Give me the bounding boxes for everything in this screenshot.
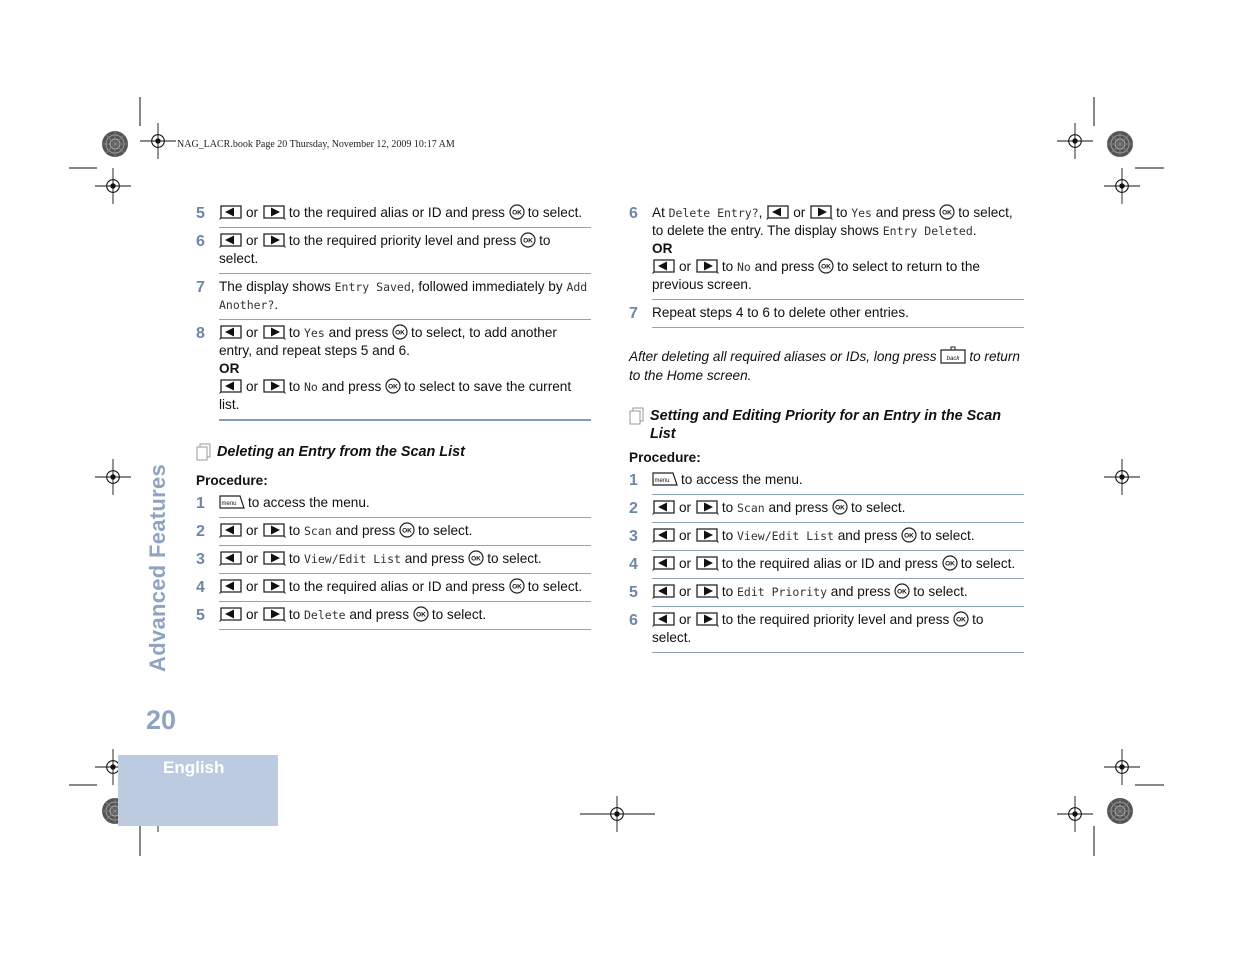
- step-number: 1: [196, 495, 205, 512]
- step-number: 4: [629, 556, 638, 573]
- left-arrow-key-icon: [766, 204, 790, 220]
- section-heading-icon: [196, 443, 217, 466]
- right-arrow-key-icon: [262, 204, 286, 220]
- display-text: Edit Priority: [737, 585, 828, 599]
- right-arrow-key-icon: [695, 555, 719, 571]
- registration-disc-icon: [1107, 798, 1133, 824]
- list-item: 2 or to Scan and press to select.: [629, 499, 1024, 523]
- registration-mark-icon: [1057, 796, 1093, 832]
- ok-key-icon: [894, 583, 910, 599]
- step-number: 2: [196, 523, 205, 540]
- step-number: 3: [629, 528, 638, 545]
- step-number: 1: [629, 472, 638, 489]
- display-text: Scan: [304, 524, 332, 538]
- registration-mark-icon: [1057, 123, 1093, 159]
- step-number: 5: [196, 205, 205, 222]
- left-arrow-key-icon: [652, 527, 676, 543]
- section-heading-icon: [629, 407, 650, 430]
- left-arrow-key-icon: [652, 611, 676, 627]
- menu-key-icon: [219, 494, 245, 510]
- right-column: [629, 204, 1024, 657]
- right-arrow-key-icon: [262, 578, 286, 594]
- list-item: 2 or to Scan and press to select.: [196, 522, 591, 546]
- right-arrow-key-icon: [695, 611, 719, 627]
- language-tab: [118, 755, 278, 826]
- note-text: After deleting all required aliases or IDs, long press to return to the Home screen.: [629, 346, 1024, 385]
- step-number: 4: [196, 579, 205, 596]
- right-arrow-key-icon: [262, 522, 286, 538]
- or-label: OR: [219, 361, 240, 376]
- display-text: Add Another?: [219, 280, 588, 312]
- registration-mark-icon: [95, 168, 131, 204]
- page-number: 20: [146, 705, 177, 735]
- step-number: 7: [629, 305, 638, 322]
- step-number: 6: [196, 233, 205, 250]
- left-arrow-key-icon: [219, 522, 243, 538]
- language-label: English: [163, 758, 225, 777]
- list-item: 1 to access the menu.: [196, 494, 591, 518]
- list-item: 4 or to the required alias or ID and press to select.: [196, 578, 591, 602]
- right-arrow-key-icon: [695, 499, 719, 515]
- list-item: 7 Repeat steps 4 to 6 to delete other entries.: [629, 304, 1024, 328]
- ok-key-icon: [520, 232, 536, 248]
- right-arrow-key-icon: [262, 324, 286, 340]
- procedure-label: Procedure:: [196, 473, 268, 488]
- registration-mark-icon: [1104, 459, 1140, 495]
- left-arrow-key-icon: [652, 499, 676, 515]
- left-arrow-key-icon: [219, 378, 243, 394]
- list-item: 3 or to View/Edit List and press to select.: [629, 527, 1024, 551]
- list-item: 7 The display shows Entry Saved, followed immediately by Add Another?.: [196, 278, 591, 320]
- section-heading: Deleting an Entry from the Scan List: [196, 443, 591, 466]
- display-text: Delete Entry?: [668, 206, 759, 220]
- left-arrow-key-icon: [652, 555, 676, 571]
- display-text: Yes: [304, 326, 325, 340]
- left-arrow-key-icon: [219, 324, 243, 340]
- left-arrow-key-icon: [219, 204, 243, 220]
- back-home-key-icon: [940, 346, 966, 364]
- section-heading: Setting and Editing Priority for an Entry in the Scan List: [629, 407, 1024, 443]
- left-arrow-key-icon: [219, 550, 243, 566]
- right-arrow-key-icon: [262, 606, 286, 622]
- step-number: 8: [196, 325, 205, 342]
- display-text: View/Edit List: [304, 552, 401, 566]
- right-arrow-key-icon: [262, 550, 286, 566]
- list-item: 6 At Delete Entry?, or to Yes and press to select, to delete the entry. The display shows Entry Deleted. OR or to No and press to select to return to the previous screen.: [629, 204, 1024, 300]
- registration-mark-icon: [140, 123, 176, 159]
- right-arrow-key-icon: [695, 527, 719, 543]
- or-label: OR: [652, 241, 673, 256]
- ok-key-icon: [392, 324, 408, 340]
- display-text: Delete: [304, 608, 346, 622]
- ok-key-icon: [468, 550, 484, 566]
- registration-mark-icon: [1104, 749, 1140, 785]
- list-item: 1 to access the menu.: [629, 471, 1024, 495]
- display-text: Scan: [737, 501, 765, 515]
- display-text: Entry Saved: [334, 280, 411, 294]
- ok-key-icon: [818, 258, 834, 274]
- print-header-line: NAG_LACR.book Page 20 Thursday, November 12, 2009 10:17 AM: [177, 139, 455, 150]
- ok-key-icon: [832, 499, 848, 515]
- left-arrow-key-icon: [219, 606, 243, 622]
- step-number: 2: [629, 500, 638, 517]
- right-arrow-key-icon: [262, 232, 286, 248]
- step-number: 6: [629, 205, 638, 222]
- left-column: [196, 204, 591, 634]
- left-arrow-key-icon: [219, 232, 243, 248]
- registration-disc-icon: [102, 131, 128, 157]
- left-arrow-key-icon: [652, 258, 676, 274]
- registration-mark-icon: [95, 459, 131, 495]
- display-text: No: [737, 260, 751, 274]
- step-number: 5: [196, 607, 205, 624]
- right-arrow-key-icon: [695, 258, 719, 274]
- display-text: View/Edit List: [737, 529, 834, 543]
- step-number: 6: [629, 612, 638, 629]
- ok-key-icon: [942, 555, 958, 571]
- list-item: 5 or to Edit Priority and press to select.: [629, 583, 1024, 607]
- display-text: Entry Deleted: [882, 224, 973, 238]
- right-arrow-key-icon: [809, 204, 833, 220]
- display-text: Yes: [851, 206, 872, 220]
- right-arrow-key-icon: [262, 378, 286, 394]
- right-arrow-key-icon: [695, 583, 719, 599]
- registration-disc-icon: [1107, 131, 1133, 157]
- list-item: 6 or to the required priority level and press to select.: [629, 611, 1024, 653]
- sidebar-section-title: Advanced Features: [145, 463, 170, 672]
- ok-key-icon: [385, 378, 401, 394]
- step-number: 5: [629, 584, 638, 601]
- ok-key-icon: [901, 527, 917, 543]
- list-item: 8 or to Yes and press to select, to add another entry, and repeat steps 5 and 6. OR or to No and press to select to save the current list.: [196, 324, 591, 421]
- display-text: No: [304, 380, 318, 394]
- procedure-label: Procedure:: [629, 450, 701, 465]
- ok-key-icon: [939, 204, 955, 220]
- registration-mark-icon: [1104, 168, 1140, 204]
- ok-key-icon: [509, 578, 525, 594]
- left-arrow-key-icon: [652, 583, 676, 599]
- step-number: 7: [196, 279, 205, 296]
- ok-key-icon: [399, 522, 415, 538]
- left-arrow-key-icon: [219, 578, 243, 594]
- ok-key-icon: [509, 204, 525, 220]
- list-item: 5 or to the required alias or ID and press to select.: [196, 204, 591, 228]
- list-item: 3 or to View/Edit List and press to select.: [196, 550, 591, 574]
- list-item: 5 or to Delete and press to select.: [196, 606, 591, 630]
- list-item: 6 or to the required priority level and press to select.: [196, 232, 591, 274]
- list-item: 4 or to the required alias or ID and press to select.: [629, 555, 1024, 579]
- ok-key-icon: [413, 606, 429, 622]
- step-number: 3: [196, 551, 205, 568]
- menu-key-icon: [652, 471, 678, 487]
- ok-key-icon: [953, 611, 969, 627]
